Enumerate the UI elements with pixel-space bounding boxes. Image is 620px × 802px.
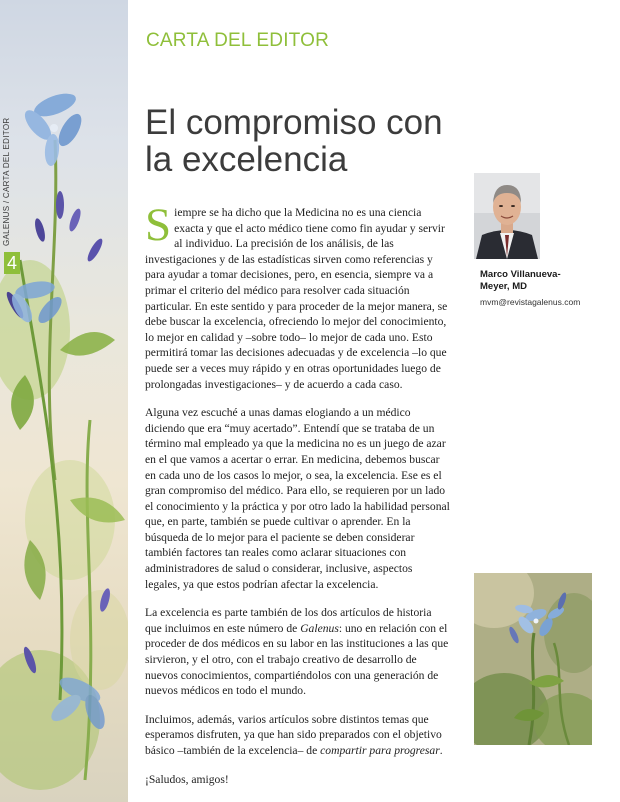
closing-salutation: ¡Saludos, amigos! <box>145 772 229 786</box>
author-photo <box>474 173 540 259</box>
flower-illustration <box>0 0 128 802</box>
paragraph-1-text: iempre se ha dicho que la Medicina no es una ciencia exacta y que el acto médico tiene como fin ayudar y servir al individuo. La precisión de los análisis, de las investigaciones y de las estadísticas sirven como referencias y para ayudar a tomar decisiones, pero, en esencia, siempre va a primar el criterio del médico para resolver cada situación particular. En este sentido y para proceder de la mejor manera, se debe buscar la excelencia, ofreciendo lo mejor del conocimiento, lo mejor en calidad y –sobre todo– lo mejor de cada uno. Esto permitirá tomar las decisiones adecuadas y de excelencia –lo que puede ser a veces muy rápido y en otras oportunidades luego de prolongadas investigaciones– y de acuerdo a cada caso. <box>145 206 448 391</box>
left-flower-photo <box>0 0 128 802</box>
flower-photo <box>474 573 592 745</box>
author-email: mvm@revistagalenus.com <box>480 297 581 307</box>
article-body <box>145 199 450 800</box>
paragraph-4-text-b: . <box>439 744 443 757</box>
paragraph-3-text-b: : uno en relación con el proceder de dos médicos en su labor en las instituciones a las que sirvieron, y el otro, con el trabajo creativo de desarrollo de nuevos conocimientos, compartiéndolos con una generación de nuevos médicos en todo el mundo. <box>145 621 449 698</box>
plumbago-flower-illustration <box>474 573 592 745</box>
author-portrait-illustration <box>474 173 540 259</box>
author-name: Marco Villanueva-Meyer, MD <box>480 269 561 292</box>
paragraph-1 <box>145 199 450 392</box>
running-label: GALENUS / CARTA DEL EDITOR <box>2 117 11 246</box>
page-number: 4 <box>4 252 20 274</box>
paragraph-3-text-a: La excelencia es parte también de los dos artículos de historia que incluimos en este número de <box>145 606 432 635</box>
paragraph-3 <box>145 605 450 699</box>
paragraph-4 <box>145 712 450 759</box>
paragraph-4-text-a: Incluimos, además, varios artículos sobre distintos temas que esperamos disfruten, ya que han sido preparados con el objetivo básico –también de la excelencia– de <box>145 712 442 757</box>
drop-cap: S <box>145 199 172 251</box>
motto-emphasis: compartir para progresar <box>320 744 440 757</box>
article-title: El compromiso con la excelencia <box>145 103 443 179</box>
paragraph-2: Alguna vez escuché a unas damas elogiando a un médico diciendo que era “muy acertado”. Entendí que se trataba de un término mal empleado ya que la medicina no es un juego de azar en el que vamos a acertar o errar. En medicina, debemos buscar en cada uno de los casos lo mejor, o sea, la excelencia. Ese es el gran compromiso del médico. Para ello, se requieren por un lado el conocimiento y la práctica y por otro lado la habilidad personal que, en parte, también se puede cultivar o aprender. En la búsqueda de lo mejor para el paciente se deben considerar también factores tan reales como aclarar situaciones con administradores de salud o considerar, inclusive, aspectos legales, ya que estos podrían afectar la excelencia. <box>145 406 450 591</box>
magazine-name: Galenus <box>300 621 339 635</box>
section-heading: CARTA DEL EDITOR <box>146 30 330 51</box>
